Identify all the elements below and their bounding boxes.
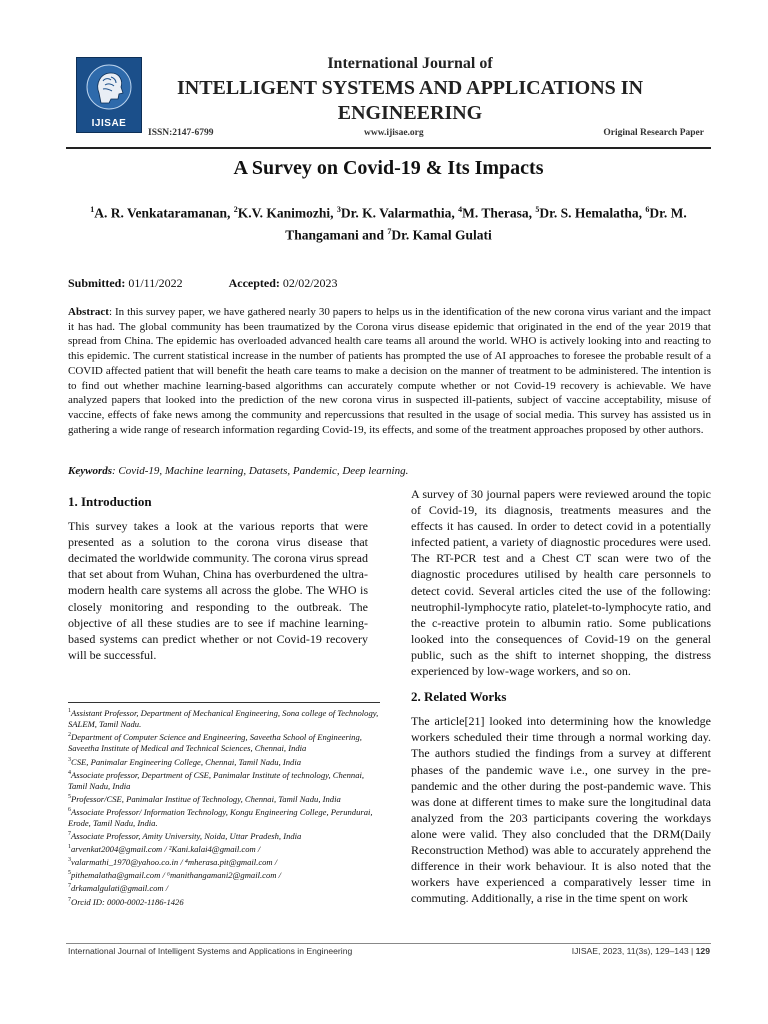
author-number: 5: [535, 205, 540, 214]
footnote: $^2$Department of Computer Science and Engineering, Saveetha School of Engineering, Saveetha Institute of Medical and Technical Sciences, Chennai, India: [68, 732, 362, 754]
logo-label: IJISAE: [91, 118, 127, 129]
author-number: 6: [645, 205, 650, 214]
footer-citation: [572, 946, 710, 956]
footnote: $^1$Assistant Professor, Department of Mechanical Engineering, Sona college of Technology, SALEM, Tamil Nadu.: [68, 707, 379, 730]
footnote: $^7$drkamalgulati@gmail.com /: [68, 883, 169, 894]
abstract-label: Abstract: [68, 306, 109, 318]
submitted-date: 01/11/2022: [128, 276, 183, 290]
paper-title: A Survey on Covid-19 & Its Impacts: [233, 157, 544, 179]
journal-pretitle: International Journal of: [327, 55, 493, 72]
footnote: $^7$Associate Professor, Amity University, Noida, Uttar Pradesh, India: [68, 831, 302, 842]
footnote: $^3$CSE, Panimalar Engineering College, Chennai, Tamil Nadu, India: [68, 756, 302, 767]
journal-logo: [76, 57, 142, 133]
footnotes: [68, 706, 380, 908]
journal-name-line2: ENGINEERING: [337, 102, 483, 124]
author-number: 4: [458, 205, 463, 214]
author-number: 1: [90, 205, 95, 214]
footnote: $^6$Associate Professor/ Information Technology, Kongu Engineering College, Perundurai, Erode, Tamil Nadu, India.: [68, 806, 373, 828]
journal-name-line1: INTELLIGENT SYSTEMS AND APPLICATIONS IN: [176, 77, 644, 99]
citation-text: IJISAE, 2023, 11(3s), 129–143 |: [571, 946, 694, 956]
website-link[interactable]: www.ijisae.org: [364, 128, 424, 138]
keywords: [68, 465, 711, 477]
right-column: [411, 486, 711, 906]
submitted-label: Submitted:: [68, 276, 126, 290]
keywords-text: : Covid-19, Machine learning, Datasets, Pandemic, Deep learning.: [112, 465, 409, 477]
footnote: $^7$Orcid ID: 0000-0002-1186-1426: [68, 896, 184, 907]
footer-journal: International Journal of Intelligent Systems and Applications in Engineering: [68, 946, 353, 956]
journal-name: [150, 76, 670, 126]
author-name: Dr. Kamal Gulati: [391, 227, 492, 242]
abstract-text: : In this survey paper, we have gathered nearly 30 papers to helps us in the identification of the new corona virus variant and the impact it has had. The global community has been traumatized by the Corona virus disease epidemic that originated in the end of the year 2019 that spread from China. The epidemic has overloaded advanced health care teams all around the world. WHO is actively looking into and reacting to this epidemic. The current statistical increase in the number of patients has prompted the use of AI approaches to foresee the probable result of a COVID affected patient that will benefit the heath care teams to make a decision on the manner of treatment to be administered. The intention is to find out whether machine learning-based algorithms can accurately compute whether or not Covid-19 recovery is achievable. We have analyzed papers that looked into the prediction of the new corona virus in suspected ill-patients, subject of vaccine acceptability, misuse of vaccine, effects of fake news among the community and repercussions that resulted in the usage of social media. This survey has assisted us in gathering a wide range of research information regarding Covid-19, its effects, and some of the treatment approaches proposed by other authors.: [68, 306, 711, 436]
author-name: Dr. K. Valarmathia,: [340, 205, 459, 221]
section-title-related-works: 2. Related Works: [411, 689, 507, 705]
survey-overview-text: A survey of 30 journal papers were reviewed around the topic of Covid-19, its diagnosis, treatments measures and the effects it has caused. In order to detect covid in a potentially infected patient, a variety of diagnostic procedures were used. The RT-PCR test and a Chest CT scan were two of the diagnostic procedures utilised by health care personnels to detect covid. Several articles cited the use of the following: neutrophil-lymphocyte ratio, platelet-to-lymphocyte ratio, and the c-reactive protein to albumin ratio. Some publications looked into the consequences of Covid-19 on the general public, such as the shift to internet shopping, the distress experienced by low-wage workers, and so on.: [411, 487, 711, 679]
footnote-divider: [68, 702, 380, 703]
footnote: $^1$arvenkat2004@gmail.com / ²Kani.kalai4@gmail.com /: [68, 844, 261, 855]
footnote: $^3$valarmathi_1970@yahoo.co.in / ⁴mherasa.pit@gmail.com /: [68, 857, 278, 868]
related-works-text: The article[21] looked into determining how the knowledge workers scheduled their time through a normal working day. The authors studied the findings from a survey at different phases of the pandemic wave i.e., one survey in the pre-pandemic and the other during the post-pandemic wave. This was done at different times to make sure the longitudinal data analyzed from the 203 participants covering the workdays alone were valid. They also concluded that the DRM(Daily Reconstruction Method) was able to accurately apprehend the difference in their work behaviour. It is also noted that the workers have experienced a comparatively lesser time in commuting. Additionally, a rise in the time spent on work: [411, 714, 711, 906]
accepted-date: 02/02/2023: [282, 276, 338, 290]
abstract: [68, 305, 711, 437]
footer-divider: [66, 943, 711, 944]
section-title-introduction: 1. Introduction: [68, 494, 152, 509]
introduction-text: This survey takes a look at the various reports that were presented as a solution to the corona virus disease that decimated the worldwide community. The corona virus spread that set about from Wuhan, China has overburdened the ultra-modern health care systems all across the globe. The WHO is closely monitoring and responding to the outbreak. The objective of all these studies are to see if machine learning-based systems can predict whether or not Covid-19 recovery will be successful.: [68, 519, 368, 662]
author-number: 3: [336, 205, 341, 214]
submission-dates: [68, 276, 338, 291]
left-column: [68, 494, 368, 663]
brain-head-icon: [85, 63, 133, 111]
header-divider: [66, 147, 711, 149]
author-name: K.V. Kanimozhi,: [237, 205, 337, 221]
author-name: M. Therasa,: [462, 205, 536, 221]
author-number: 7: [387, 226, 392, 236]
accepted-label: Accepted:: [228, 276, 280, 290]
page-number: 129: [695, 946, 710, 956]
author-name: Dr. M. Thangamani and: [285, 205, 687, 242]
author-list: [66, 201, 711, 244]
keywords-label: Keywords: [68, 465, 112, 477]
footnote: $^5$pithemalatha@gmail.com / ⁶manithangamani2@gmail.com /: [68, 870, 281, 881]
author-name: Dr. S. Hemalatha,: [539, 205, 646, 221]
footnote: $^4$Associate professor, Department of CSE, Panimalar Institute of technology, Chennai, Tamil Nadu, India: [68, 769, 365, 791]
author-number: 2: [233, 205, 238, 214]
author-name: A. R. Venkataramanan,: [94, 205, 234, 221]
footnote: $^5$Professor/CSE, Panimalar Institue of Technology, Chennai, Tamil Nadu, India: [68, 793, 341, 804]
issn: ISSN:2147-6799: [148, 128, 214, 138]
paper-type: Original Research Paper: [603, 128, 704, 138]
